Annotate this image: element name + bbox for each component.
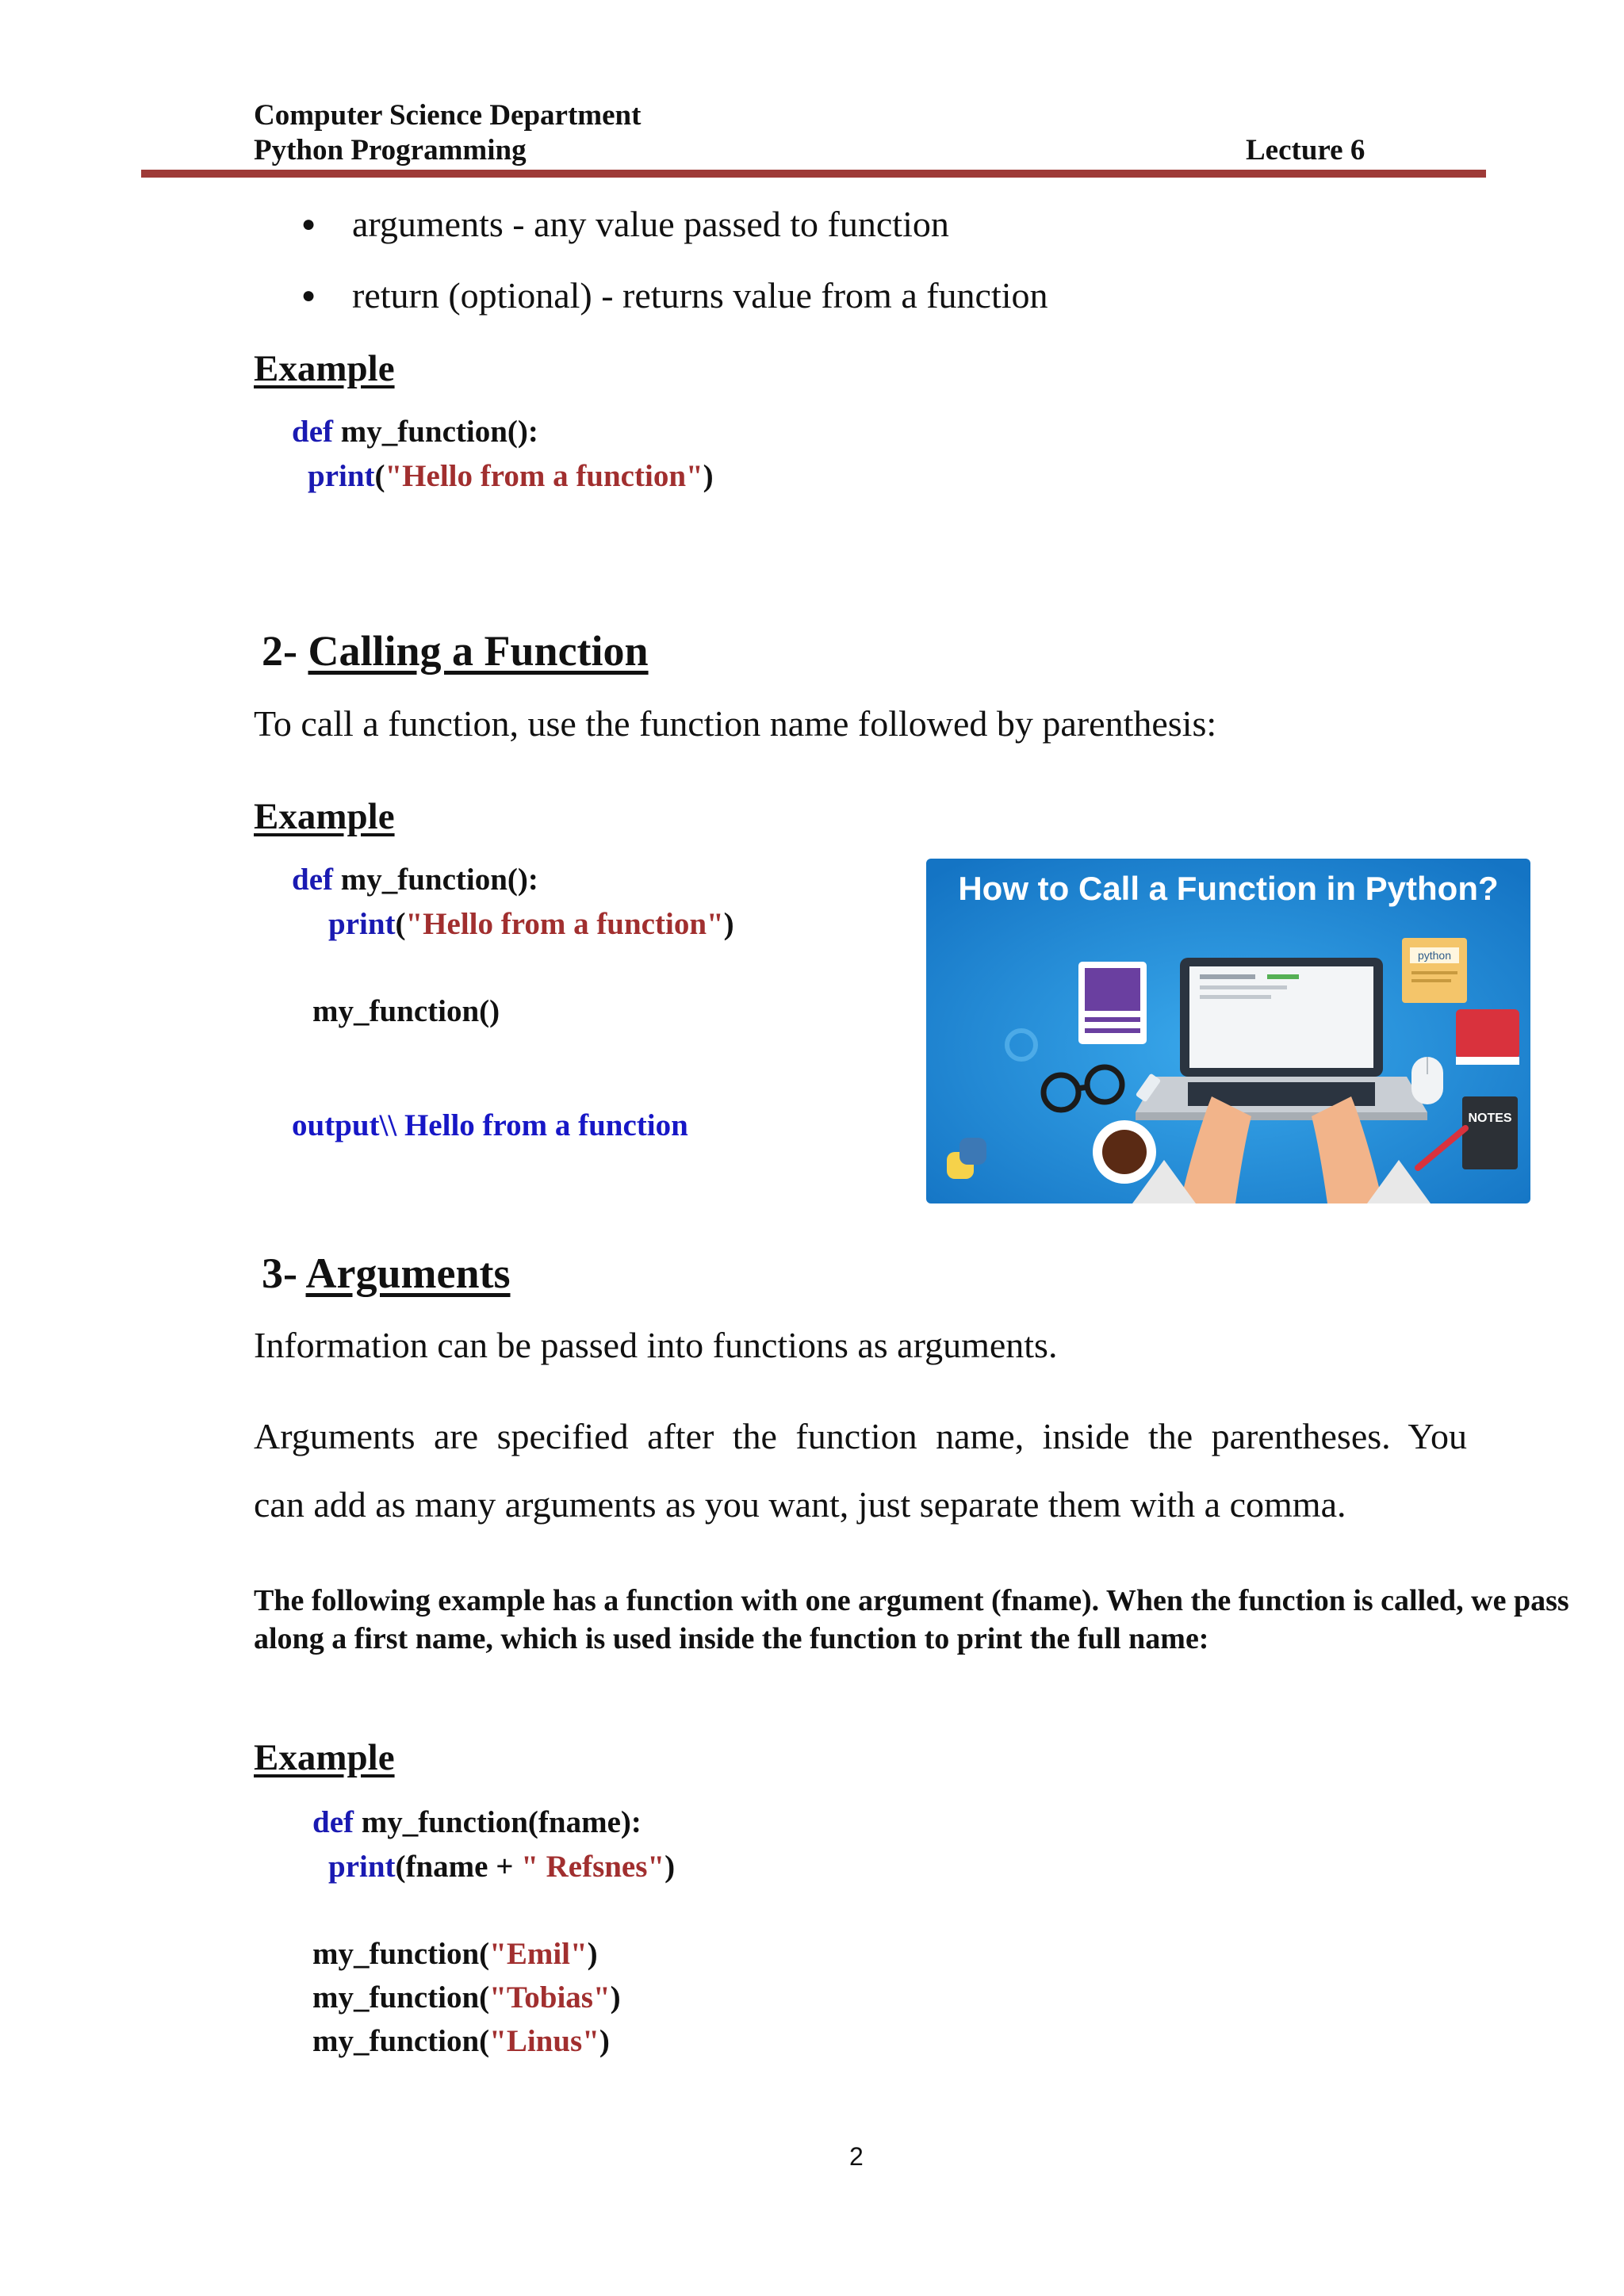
illustration-title: How to Call a Function in Python? bbox=[958, 870, 1499, 907]
bold-paragraph: The following example has a function with one argument (fname). When the function is called, we pass along a first name, which is used inside the function to print the full name: bbox=[254, 1584, 1569, 1655]
code-line: my_function("Tobias") bbox=[312, 1980, 621, 2015]
header-rule bbox=[141, 170, 1486, 178]
example-heading: Example bbox=[254, 348, 395, 389]
section-heading: 3- Arguments bbox=[262, 1249, 511, 1297]
example-heading: Example bbox=[254, 1737, 395, 1778]
header-department: Computer Science Department bbox=[254, 99, 642, 132]
svg-text:NOTES: NOTES bbox=[1468, 1112, 1512, 1125]
page-number: 2 bbox=[849, 2142, 864, 2171]
code-line: my_function("Linus") bbox=[312, 2024, 610, 2058]
python-note-icon bbox=[1402, 938, 1467, 1003]
bullet-dot-icon: ● bbox=[301, 282, 316, 308]
coffee-cup-icon bbox=[1093, 1120, 1156, 1184]
code-line: print("Hello from a function") bbox=[328, 907, 734, 941]
paragraph-line: can add as many arguments as you want, just separate them with a comma. bbox=[254, 1484, 1346, 1525]
code-line: print(fname + " Refsnes") bbox=[328, 1850, 676, 1884]
header-lecture: Lecture 6 bbox=[1246, 134, 1365, 166]
mouse-icon bbox=[1411, 1057, 1443, 1104]
header-course: Python Programming bbox=[254, 134, 527, 166]
code-line: my_function() bbox=[312, 994, 500, 1028]
code-line: def my_function(fname): bbox=[312, 1805, 642, 1839]
output-line: output\\ Hello from a function bbox=[292, 1108, 688, 1142]
code-line: def my_function(): bbox=[292, 415, 538, 449]
code-line: my_function("Emil") bbox=[312, 1937, 598, 1971]
svg-text:python: python bbox=[1417, 949, 1452, 962]
paragraph-line: Arguments are specified after the function name, inside the parentheses. You bbox=[254, 1416, 1467, 1456]
code-line: def my_function(): bbox=[292, 863, 538, 897]
section-intro: To call a function, use the function name followed by parenthesis: bbox=[254, 703, 1217, 744]
book-icon bbox=[1078, 962, 1147, 1044]
python-function-illustration bbox=[926, 859, 1530, 1203]
code-line: print("Hello from a function") bbox=[308, 459, 714, 493]
paragraph: Information can be passed into functions as arguments. bbox=[254, 1325, 1058, 1365]
example-heading: Example bbox=[254, 796, 395, 837]
section-heading: 2- Calling a Function bbox=[262, 627, 649, 675]
bullet-dot-icon: ● bbox=[301, 211, 316, 237]
